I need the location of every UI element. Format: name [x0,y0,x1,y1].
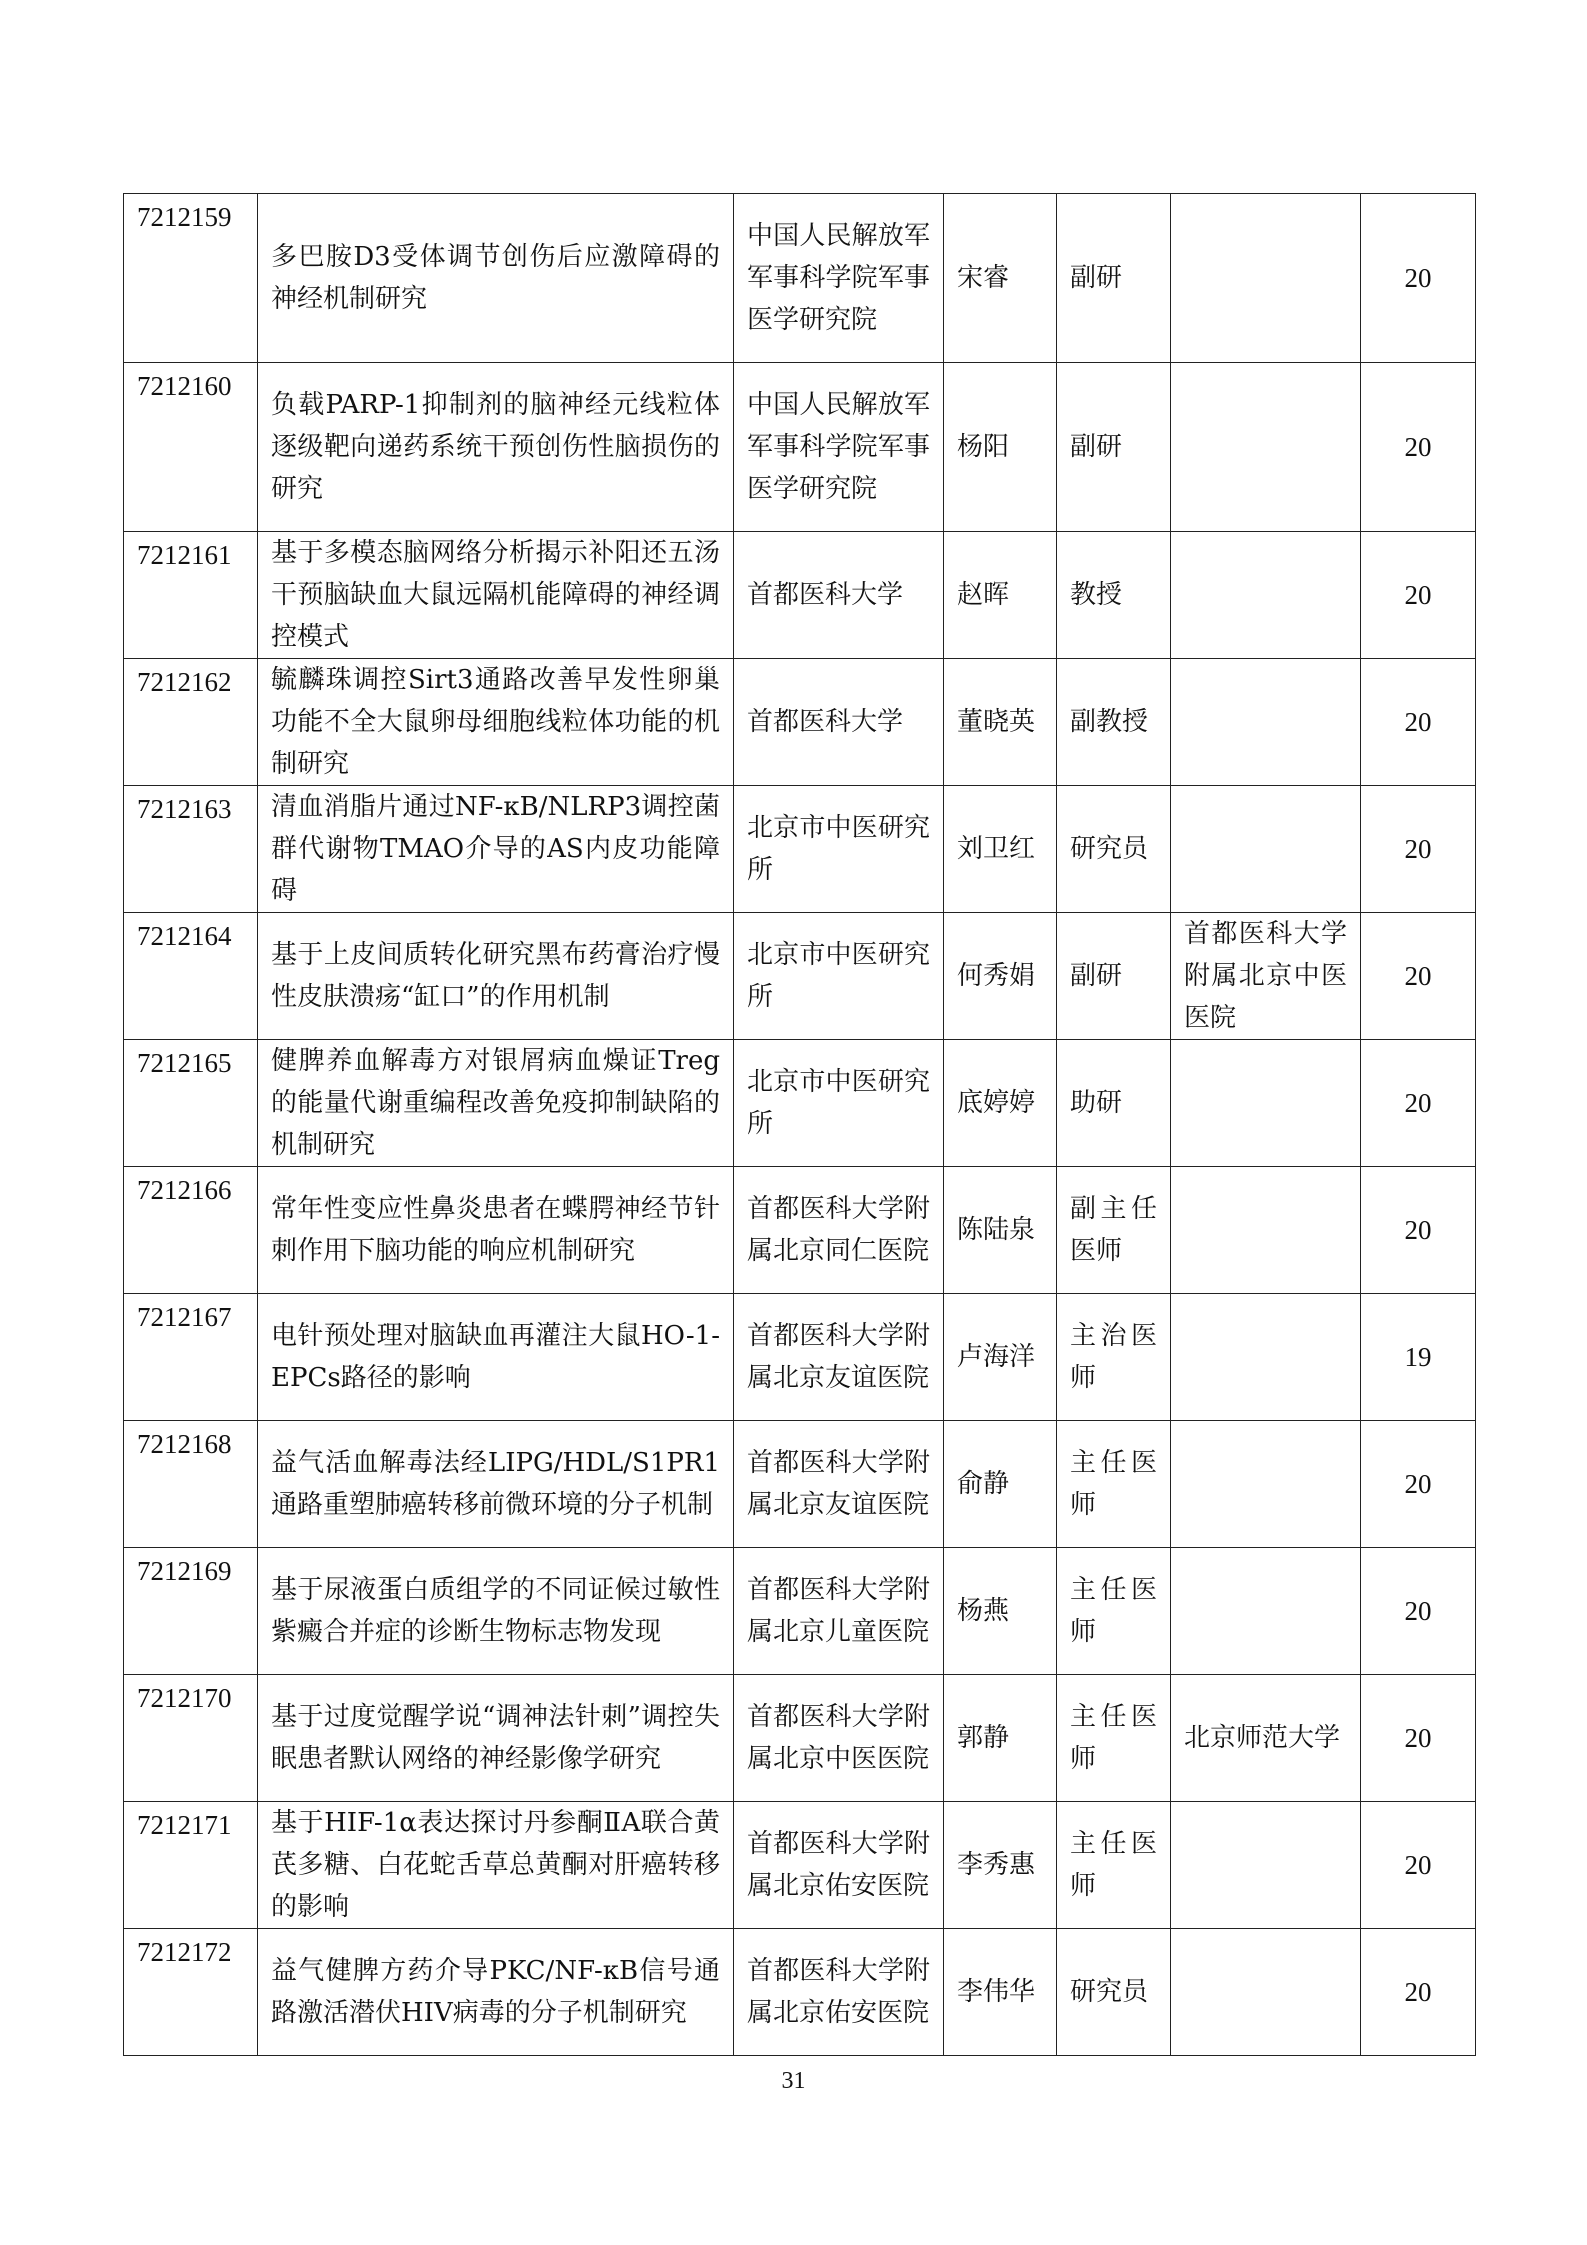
project-title: 基于多模态脑网络分析揭示补阳还五汤干预脑缺血大鼠远隔机能障碍的神经调控模式 [258,532,734,659]
project-title: 基于上皮间质转化研究黑布药膏治疗慢性皮肤溃疡“缸口”的作用机制 [258,913,734,1040]
job-title: 助研 [1057,1040,1171,1167]
principal-investigator: 俞静 [944,1421,1057,1548]
project-id: 7212168 [124,1421,258,1548]
funding-amount: 20 [1361,194,1476,363]
project-id: 7212166 [124,1167,258,1294]
institution: 首都医科大学附属北京友谊医院 [734,1294,944,1421]
job-title: 研究员 [1057,1929,1171,2056]
project-id: 7212165 [124,1040,258,1167]
job-title: 副主任医师 [1057,1167,1171,1294]
project-title: 益气健脾方药介导PKC/NF-κB信号通路激活潜伏HIV病毒的分子机制研究 [258,1929,734,2056]
project-table [123,193,1476,2056]
principal-investigator: 刘卫红 [944,786,1057,913]
funding-amount: 20 [1361,786,1476,913]
table-row [124,363,1476,532]
job-title: 主任医师 [1057,1421,1171,1548]
funding-amount: 20 [1361,1675,1476,1802]
project-id: 7212159 [124,194,258,363]
project-id: 7212162 [124,659,258,786]
principal-investigator: 李秀惠 [944,1802,1057,1929]
principal-investigator: 陈陆泉 [944,1167,1057,1294]
table-row [124,1421,1476,1548]
funding-amount: 19 [1361,1294,1476,1421]
table-row [124,786,1476,913]
partner-institution [1171,659,1361,786]
table-row [124,1548,1476,1675]
job-title: 副研 [1057,363,1171,532]
institution: 首都医科大学附属北京同仁医院 [734,1167,944,1294]
project-table-body [124,194,1476,2056]
principal-investigator: 李伟华 [944,1929,1057,2056]
table-row [124,1040,1476,1167]
job-title: 主任医师 [1057,1548,1171,1675]
job-title: 主任医师 [1057,1675,1171,1802]
institution: 北京市中医研究所 [734,913,944,1040]
institution: 首都医科大学附属北京儿童医院 [734,1548,944,1675]
project-title: 负载PARP-1抑制剂的脑神经元线粒体逐级靶向递药系统干预创伤性脑损伤的研究 [258,363,734,532]
table-row [124,913,1476,1040]
job-title: 教授 [1057,532,1171,659]
partner-institution: 北京师范大学 [1171,1675,1361,1802]
project-id: 7212169 [124,1548,258,1675]
project-title: 基于HIF-1α表达探讨丹参酮ⅡA联合黄芪多糖、白花蛇舌草总黄酮对肝癌转移的影响 [258,1802,734,1929]
table-row [124,659,1476,786]
funding-amount: 20 [1361,1548,1476,1675]
funding-amount: 20 [1361,913,1476,1040]
partner-institution [1171,363,1361,532]
job-title: 主任医师 [1057,1802,1171,1929]
project-title: 多巴胺D3受体调节创伤后应激障碍的神经机制研究 [258,194,734,363]
principal-investigator: 何秀娟 [944,913,1057,1040]
principal-investigator: 董晓英 [944,659,1057,786]
project-title: 健脾养血解毒方对银屑病血燥证Treg的能量代谢重编程改善免疫抑制缺陷的机制研究 [258,1040,734,1167]
institution: 首都医科大学 [734,532,944,659]
institution: 北京市中医研究所 [734,786,944,913]
institution: 首都医科大学附属北京友谊医院 [734,1421,944,1548]
table-row [124,1294,1476,1421]
job-title: 副教授 [1057,659,1171,786]
institution: 中国人民解放军军事科学院军事医学研究院 [734,194,944,363]
partner-institution [1171,1929,1361,2056]
project-title: 电针预处理对脑缺血再灌注大鼠HO-1-EPCs路径的影响 [258,1294,734,1421]
table-row [124,1675,1476,1802]
job-title: 副研 [1057,194,1171,363]
funding-amount: 20 [1361,1421,1476,1548]
job-title: 研究员 [1057,786,1171,913]
funding-amount: 20 [1361,363,1476,532]
institution: 北京市中医研究所 [734,1040,944,1167]
principal-investigator: 郭静 [944,1675,1057,1802]
partner-institution [1171,1294,1361,1421]
funding-amount: 20 [1361,1929,1476,2056]
project-title: 毓麟珠调控Sirt3通路改善早发性卵巢功能不全大鼠卵母细胞线粒体功能的机制研究 [258,659,734,786]
institution: 首都医科大学附属北京佑安医院 [734,1929,944,2056]
partner-institution [1171,1040,1361,1167]
funding-amount: 20 [1361,1802,1476,1929]
table-row [124,194,1476,363]
partner-institution [1171,786,1361,913]
project-id: 7212171 [124,1802,258,1929]
project-title: 基于尿液蛋白质组学的不同证候过敏性紫癜合并症的诊断生物标志物发现 [258,1548,734,1675]
institution: 首都医科大学 [734,659,944,786]
project-title: 益气活血解毒法经LIPG/HDL/S1PR1通路重塑肺癌转移前微环境的分子机制 [258,1421,734,1548]
principal-investigator: 底婷婷 [944,1040,1057,1167]
partner-institution [1171,1167,1361,1294]
table-row [124,532,1476,659]
project-title: 清血消脂片通过NF-κB/NLRP3调控菌群代谢物TMAO介导的AS内皮功能障碍 [258,786,734,913]
job-title: 副研 [1057,913,1171,1040]
funding-amount: 20 [1361,1167,1476,1294]
institution: 中国人民解放军军事科学院军事医学研究院 [734,363,944,532]
funding-amount: 20 [1361,1040,1476,1167]
partner-institution [1171,1421,1361,1548]
institution: 首都医科大学附属北京佑安医院 [734,1802,944,1929]
project-id: 7212164 [124,913,258,1040]
project-id: 7212160 [124,363,258,532]
project-title: 常年性变应性鼻炎患者在蝶腭神经节针刺作用下脑功能的响应机制研究 [258,1167,734,1294]
page-number: 31 [781,2068,806,2094]
partner-institution [1171,1802,1361,1929]
principal-investigator: 卢海洋 [944,1294,1057,1421]
principal-investigator: 宋睿 [944,194,1057,363]
principal-investigator: 杨燕 [944,1548,1057,1675]
institution: 首都医科大学附属北京中医医院 [734,1675,944,1802]
partner-institution: 首都医科大学附属北京中医医院 [1171,913,1361,1040]
project-id: 7212170 [124,1675,258,1802]
partner-institution [1171,1548,1361,1675]
project-id: 7212163 [124,786,258,913]
project-title: 基于过度觉醒学说“调神法针刺”调控失眠患者默认网络的神经影像学研究 [258,1675,734,1802]
principal-investigator: 杨阳 [944,363,1057,532]
funding-amount: 20 [1361,659,1476,786]
partner-institution [1171,532,1361,659]
table-row [124,1929,1476,2056]
project-id: 7212161 [124,532,258,659]
project-id: 7212167 [124,1294,258,1421]
table-row [124,1167,1476,1294]
principal-investigator: 赵晖 [944,532,1057,659]
table-row [124,1802,1476,1929]
job-title: 主治医师 [1057,1294,1171,1421]
partner-institution [1171,194,1361,363]
project-id: 7212172 [124,1929,258,2056]
funding-amount: 20 [1361,532,1476,659]
